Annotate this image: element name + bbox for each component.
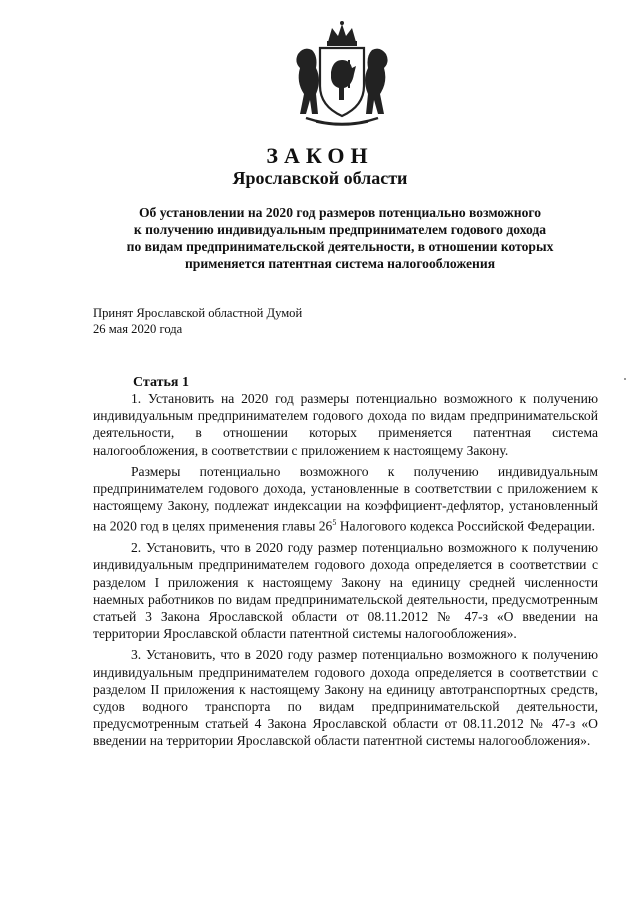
coat-of-arms-emblem: [286, 20, 398, 132]
adoption-date: 26 мая 2020 года: [93, 322, 183, 336]
paragraph: 3. Установить, что в 2020 году размер потенциально возможного к получению индивидуальным предпринимателем годового дохода определяется в соответствии с разделом II приложения к настоящему Закону на единицу автотранспортных средств, судов водного транспорта по видам предпринимательской деятельности, предусмотренным статьей 4 Закона Ярославской области от 08.11.2012 № 47-з «О введении на территории Ярославской области патентной системы налогообложения».: [93, 647, 598, 749]
subject-line: по видам предпринимательской деятельности, в отношении которых: [126, 239, 554, 254]
paragraph-text: Размеры потенциально возможного к получению индивидуальным предпринимателем годового дохода, установленные в соответствии с приложением к настоящему Закону, подлежат индексации на коэффициент-дефлятор, установленный на 2020 год в целях применения главы 26: [93, 463, 598, 534]
paragraph: 2. Установить, что в 2020 году размер потенциально возможного к получению индивидуальным предпринимателем годового дохода определяется в соответствии с разделом I приложения к настоящему Закону на единицу средней численности наемных работников по видам предпринимательской деятельности, предусмотренным статьей 3 Закона Ярославской области от 08.11.2012 № 47-з «О введении на территории Ярославской области патентной системы налогообложения».: [93, 540, 598, 642]
paragraph: [93, 463, 598, 535]
law-region: Ярославской области: [232, 168, 408, 188]
law-title: ЗАКОН: [266, 143, 374, 168]
article-body: [93, 390, 598, 750]
scan-speck: [624, 378, 626, 380]
subject-line: применяется патентная система налогообложения: [184, 256, 496, 271]
subject-line: Об установлении на 2020 год размеров потенциально возможного: [138, 205, 542, 220]
article-title: Статья 1: [133, 375, 189, 390]
adoption-body: Принят Ярославской областной Думой: [93, 306, 303, 320]
superscript: 5: [332, 518, 337, 528]
paragraph: 1. Установить на 2020 год размеры потенциально возможного к получению индивидуальным предпринимателем годового дохода по видам предпринимательской деятельности, в отношении которых применяется патентная система налогообложения, в соответствии с приложением к настоящему Закону.: [93, 391, 598, 458]
paragraph-text: Налогового кодекса Российской Федерации.: [336, 518, 596, 534]
adoption-info: [93, 305, 302, 337]
subject-line: к получению индивидуальным предпринимателем годового дохода: [133, 222, 547, 237]
law-subject: [95, 204, 585, 272]
